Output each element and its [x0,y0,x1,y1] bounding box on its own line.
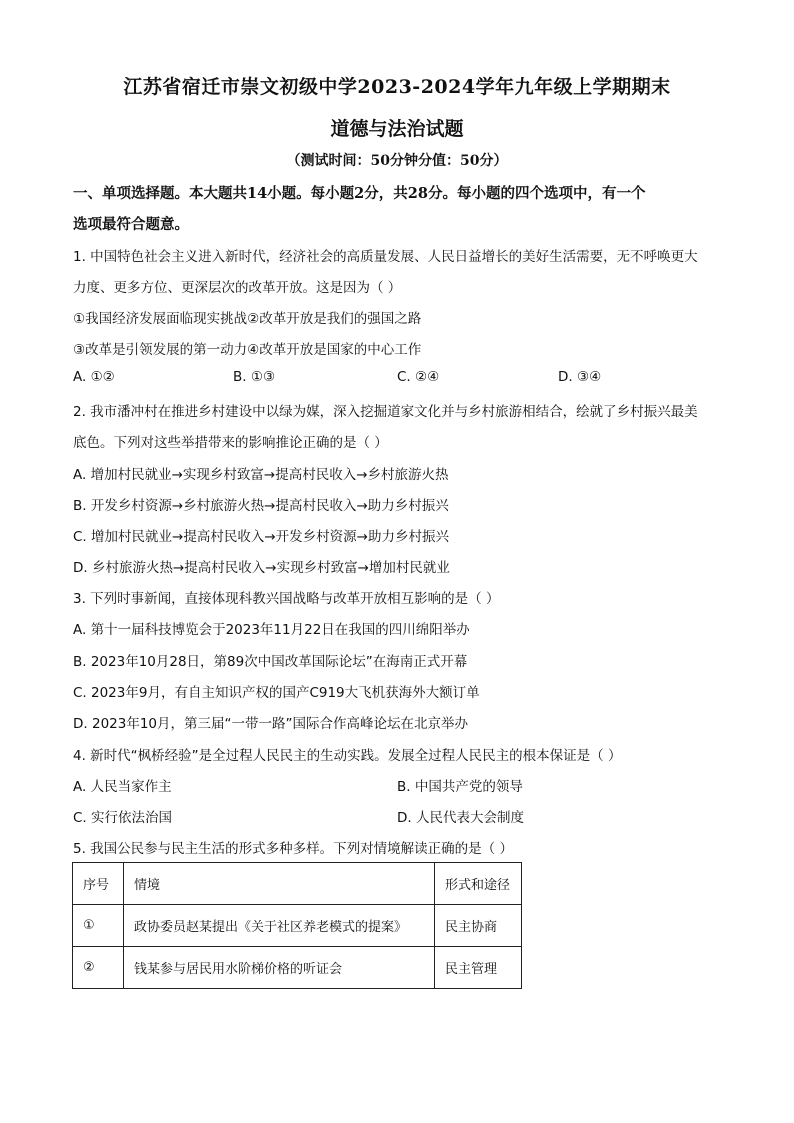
table-cell: 政协委员赵某提出《关于社区养老模式的提案》 [124,905,435,947]
q1-stem-line1: 1. 中国特色社会主义进入新时代，经济社会的高质量发展、人民日益增长的美好生活需要，无不呼唤更大 [73,249,698,265]
q1-items-line2: ③改革是引领发展的第一动力④改革开放是国家的中心工作 [73,342,422,358]
q1-option-a: A. ①② [73,369,115,385]
q4-stem: 4. 新时代“枫桥经验”是全过程人民民主的生动实践。发展全过程人民民主的根本保证是（ ） [73,748,622,764]
q3-option-a: A. 第十一届科技博览会于2023年11月22日在我国的四川绵阳举办 [73,622,470,638]
section1-heading-line1: 一、单项选择题。本大题共14小题。每小题2分，共28分。每小题的四个选项中，有一个 [73,185,646,202]
q2-option-d: D. 乡村旅游火热→提高村民收入→实现乡村致富→增加村民就业 [73,560,450,576]
table-cell: ② [73,947,124,989]
q1-stem-line2: 力度、更多方位、更深层次的改革开放。这是因为（ ） [73,280,402,296]
q5-stem: 5. 我国公民参与民主生活的形式多种多样。下列对情境解读正确的是（ ） [73,841,513,857]
q5-table [72,862,522,989]
table-header-cell: 情境 [124,863,435,905]
q2-stem-line2: 底色。下列对这些举措带来的影响推论正确的是（ ） [73,435,388,451]
q4-option-a: A. 人民当家作主 [73,779,172,795]
q2-stem-line1: 2. 我市潘冲村在推进乡村建设中以绿为媒，深入挖掘道家文化并与乡村旅游相结合，绘就了乡村振兴最美 [73,404,698,420]
table-cell: 民主协商 [435,905,522,947]
q4-option-c: C. 实行依法治国 [73,810,173,826]
table-header-row [73,863,522,905]
table-row [73,905,522,947]
q2-option-c: C. 增加村民就业→提高村民收入→开发乡村资源→助力乡村振兴 [73,529,449,545]
q4-option-d: D. 人民代表大会制度 [397,810,524,826]
q3-option-d: D. 2023年10月，第三届“一带一路”国际合作高峰论坛在北京举办 [73,716,468,732]
table-cell: ① [73,905,124,947]
table-header-cell: 形式和途径 [435,863,522,905]
q2-option-b: B. 开发乡村资源→乡村旅游火热→提高村民收入→助力乡村振兴 [73,498,449,514]
q3-option-c: C. 2023年9月，有自主知识产权的国产C919大飞机获海外大额订单 [73,685,480,701]
exam-title-line1: 江苏省宿迁市崇文初级中学2023-2024学年九年级上学期期末 [123,76,671,98]
exam-subtitle: （测试时间：50分钟分值：50分） [286,153,508,169]
table-cell: 民主管理 [435,947,522,989]
section1-heading-line2: 选项最符合题意。 [73,216,189,233]
q1-option-b: B. ①③ [233,369,276,385]
q1-option-c: C. ②④ [397,369,440,385]
table-header-cell: 序号 [73,863,124,905]
q3-option-b: B. 2023年10月28日，第89次中国改革国际论坛”在海南正式开幕 [73,654,468,670]
q3-stem: 3. 下列时事新闻，直接体现科教兴国战略与改革开放相互影响的是（ ） [73,591,500,607]
table-row [73,947,522,989]
exam-title-line2: 道德与法治试题 [330,118,464,140]
q1-items-line1: ①我国经济发展面临现实挑战②改革开放是我们的强国之路 [73,311,422,327]
table-cell: 钱某参与居民用水阶梯价格的听证会 [124,947,435,989]
q4-option-b: B. 中国共产党的领导 [397,779,523,795]
q1-option-d: D. ③④ [558,369,602,385]
q2-option-a: A. 增加村民就业→实现乡村致富→提高村民收入→乡村旅游火热 [73,467,449,483]
